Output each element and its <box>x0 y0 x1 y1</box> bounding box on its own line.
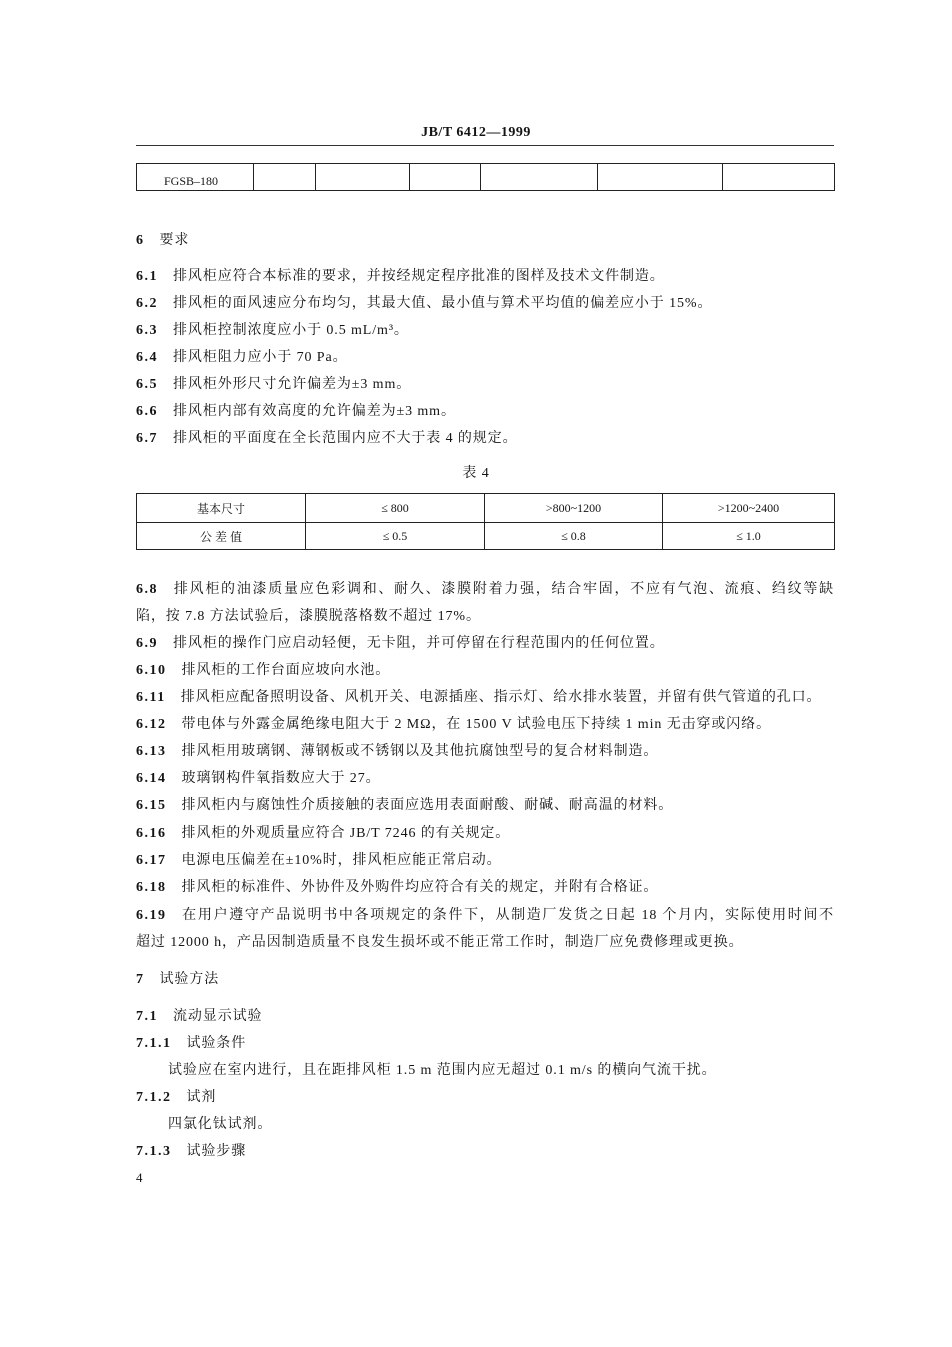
clause-6-2 <box>136 294 712 314</box>
clause-number: 6.1 <box>136 269 158 284</box>
clause-number: 6.3 <box>136 323 158 338</box>
clause-title: 流动显示试验 <box>173 1009 263 1024</box>
clause-6-19 <box>136 906 834 926</box>
empty-cell <box>316 164 410 191</box>
clause-6-5 <box>136 375 411 395</box>
empty-cell <box>481 164 598 191</box>
size-cell: ≤ 800 <box>306 494 485 523</box>
table-row <box>137 523 835 550</box>
empty-cell <box>410 164 481 191</box>
clause-text: 排风柜外形尺寸允许偏差为±3 mm。 <box>173 377 412 392</box>
clause-number: 6.7 <box>136 431 158 446</box>
clause-7-1-3-heading <box>136 1142 246 1162</box>
clause-text: 排风柜的操作门应启动轻便，无卡阻，并可停留在行程范围内的任何位置。 <box>173 636 665 651</box>
clause-title: 试验条件 <box>186 1036 247 1051</box>
clause-text: 在用户遵守产品说明书中各项规定的条件下，从制造厂发货之日起 18 个月内，实际使用时间不 <box>181 908 834 923</box>
clause-number: 6.12 <box>136 717 167 732</box>
clause-6-8 <box>136 580 834 600</box>
size-cell: >1200~2400 <box>663 494 835 523</box>
clause-6-18 <box>136 878 658 898</box>
section-7-heading <box>136 970 219 990</box>
section-6-heading <box>136 231 189 251</box>
clause-6-8-continued: 陷，按 7.8 方法试验后，漆膜脱落格数不超过 17%。 <box>136 609 481 624</box>
table-row <box>137 494 835 523</box>
clause-number: 6.4 <box>136 350 158 365</box>
clause-text: 排风柜内与腐蚀性介质接触的表面应选用表面耐酸、耐碱、耐高温的材料。 <box>181 798 674 813</box>
section-number: 6 <box>136 233 145 248</box>
clause-6-14 <box>136 769 381 789</box>
table-row <box>137 164 835 191</box>
clause-number: 6.19 <box>136 908 167 923</box>
clause-text: 排风柜应符合本标准的要求，并按经规定程序批准的图样及技术文件制造。 <box>173 269 665 284</box>
row-header-tolerance: 公 差 值 <box>137 523 306 550</box>
clause-number: 6.10 <box>136 663 167 678</box>
clause-text: 排风柜内部有效高度的允许偏差为±3 mm。 <box>173 404 456 419</box>
standard-code-header: JB/T 6412—1999 <box>421 125 531 140</box>
clause-number: 6.11 <box>136 690 166 705</box>
clause-6-3 <box>136 321 409 341</box>
size-cell: >800~1200 <box>485 494 663 523</box>
clause-text: 排风柜的外观质量应符合 JB/T 7246 的有关规定。 <box>181 826 511 841</box>
section-title: 试验方法 <box>159 972 220 987</box>
clause-number: 6.15 <box>136 798 167 813</box>
flatness-tolerance-table <box>136 493 835 550</box>
clause-text: 带电体与外露金属绝缘电阻大于 2 MΩ，在 1500 V 试验电压下持续 1 min 无击穿或闪络。 <box>181 717 771 732</box>
clause-title: 试剂 <box>186 1090 217 1105</box>
clause-7-1-heading <box>136 1007 262 1027</box>
clause-number: 6.6 <box>136 404 158 419</box>
empty-cell <box>598 164 723 191</box>
clause-6-4 <box>136 348 348 368</box>
tolerance-cell: ≤ 1.0 <box>663 523 835 550</box>
page-number: 4 <box>136 1170 143 1185</box>
clause-number: 6.16 <box>136 826 167 841</box>
clause-number: 6.17 <box>136 853 167 868</box>
clause-7-1-2-heading <box>136 1088 216 1108</box>
clause-text: 玻璃钢构件氧指数应大于 27。 <box>181 771 381 786</box>
clause-text: 排风柜应配备照明设备、风机开关、电源插座、指示灯、给水排水装置，并留有供气管道的孔口。 <box>180 690 822 705</box>
clause-text: 排风柜的工作台面应坡向水池。 <box>181 663 391 678</box>
clause-7-1-1-body: 试验应在室内进行，且在距排风柜 1.5 m 范围内应无超过 0.1 m/s 的横向气流干扰。 <box>168 1063 717 1078</box>
empty-cell <box>723 164 835 191</box>
section-number: 7 <box>136 972 145 987</box>
clause-number: 7.1 <box>136 1009 158 1024</box>
clause-6-6 <box>136 402 456 422</box>
clause-6-12 <box>136 715 771 735</box>
clause-number: 6.5 <box>136 377 158 392</box>
tolerance-cell: ≤ 0.8 <box>485 523 663 550</box>
clause-6-19-continued: 超过 12000 h，产品因制造质量不良发生损坏或不能正常工作时，制造厂应免费修理或更换。 <box>136 935 744 950</box>
clause-number: 6.13 <box>136 744 167 759</box>
clause-text: 排风柜的标准件、外协件及外购件均应符合有关的规定，并附有合格证。 <box>181 880 659 895</box>
clause-6-16 <box>136 824 510 844</box>
clause-number: 7.1.2 <box>136 1090 172 1105</box>
clause-7-1-1-heading <box>136 1034 246 1054</box>
table-4-caption: 表 4 <box>462 466 490 481</box>
clause-6-17 <box>136 851 502 871</box>
clause-6-15 <box>136 796 673 816</box>
clause-number: 6.14 <box>136 771 167 786</box>
empty-cell <box>254 164 316 191</box>
section-title: 要求 <box>159 233 190 248</box>
clause-text: 电源电压偏差在±10%时，排风柜应能正常启动。 <box>181 853 502 868</box>
row-header-basic-size: 基本尺寸 <box>137 494 306 523</box>
clause-6-11 <box>136 688 821 708</box>
model-spec-table-continuation <box>136 163 835 191</box>
clause-7-1-2-body: 四氯化钛试剂。 <box>168 1117 273 1132</box>
clause-6-10 <box>136 661 390 681</box>
model-cell: FGSB–180 <box>137 164 254 191</box>
clause-6-9 <box>136 634 665 654</box>
clause-text: 排风柜控制浓度应小于 0.5 mL/m³。 <box>173 323 409 338</box>
clause-6-13 <box>136 742 658 762</box>
clause-number: 7.1.3 <box>136 1144 172 1159</box>
clause-number: 7.1.1 <box>136 1036 172 1051</box>
clause-number: 6.18 <box>136 880 167 895</box>
clause-number: 6.9 <box>136 636 158 651</box>
clause-text: 排风柜阻力应小于 70 Pa。 <box>173 350 348 365</box>
clause-text: 排风柜的平面度在全长范围内应不大于表 4 的规定。 <box>173 431 518 446</box>
clause-6-1 <box>136 267 665 287</box>
clause-text: 排风柜的面风速应分布均匀，其最大值、最小值与算术平均值的偏差应小于 15%。 <box>173 296 713 311</box>
clause-text: 排风柜用玻璃钢、薄钢板或不锈钢以及其他抗腐蚀型号的复合材料制造。 <box>181 744 659 759</box>
header-rule <box>136 145 834 146</box>
tolerance-cell: ≤ 0.5 <box>306 523 485 550</box>
clause-text: 排风柜的油漆质量应色彩调和、耐久、漆膜附着力强，结合牢固，不应有气泡、流痕、绉纹等缺 <box>173 582 834 597</box>
clause-number: 6.2 <box>136 296 158 311</box>
clause-title: 试验步骤 <box>186 1144 247 1159</box>
clause-number: 6.8 <box>136 582 158 597</box>
clause-6-7 <box>136 429 518 449</box>
